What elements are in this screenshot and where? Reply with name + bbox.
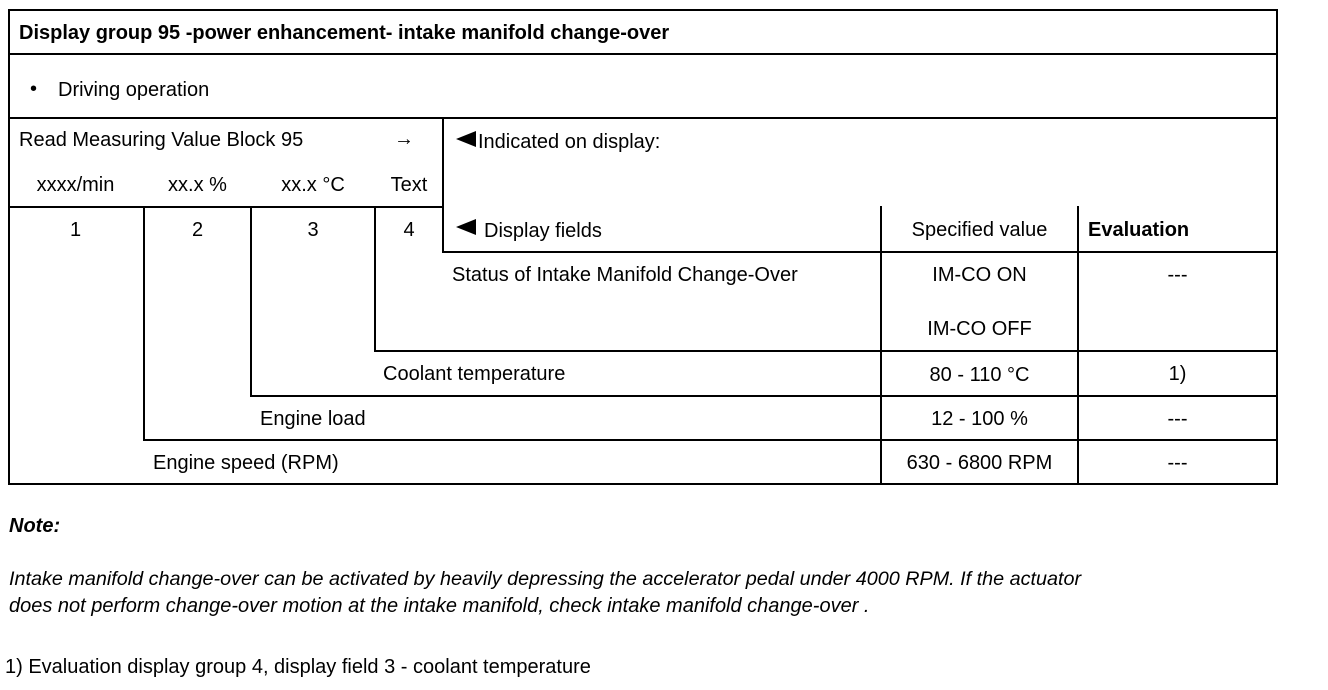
note-line-1: Intake manifold change-over can be activated by heavily depressing the accelerator pedal under 4000 RPM. If the actuator [9,568,1082,590]
condition-text: Driving operation [58,79,210,101]
row-load-field: Engine load [260,408,366,430]
row-load-spec: 12 - 100 % [931,408,1028,430]
header-display-fields: Display fields [484,220,602,242]
note-line-2: does not perform change-over motion at the intake manifold, check intake manifold change-over . [9,595,870,617]
note-heading: Note: [9,515,61,537]
row-imco-evaluation: --- [1167,264,1188,286]
table-title: Display group 95 -power enhancement- intake manifold change-over [19,22,670,44]
row-speed-field: Engine speed (RPM) [153,452,339,474]
unit-field-4: Text [390,174,428,196]
row-speed-evaluation: --- [1167,452,1188,474]
triangle-left-icon [456,219,476,235]
header-evaluation: Evaluation [1088,219,1190,241]
row-coolant-evaluation: 1) [1168,363,1187,385]
row-imco-spec-on: IM-CO ON [932,264,1027,286]
row-coolant-field: Coolant temperature [383,363,566,385]
row-imco-field: Status of Intake Manifold Change-Over [452,264,798,286]
unit-field-3: xx.x °C [281,174,345,196]
row-coolant-spec: 80 - 110 °C [929,364,1030,386]
footnote: 1) Evaluation display group 4, display field 3 - coolant temperature [5,656,591,678]
field-number-2: 2 [191,219,204,241]
triangle-left-icon [456,131,476,147]
bullet-icon: • [30,78,38,100]
arrow-right-icon: → [394,128,414,150]
row-load-evaluation: --- [1167,408,1188,430]
unit-field-1: xxxx/min [36,174,115,196]
indicated-label: Indicated on display: [478,131,661,153]
row-imco-spec-off: IM-CO OFF [927,318,1032,340]
unit-field-2: xx.x % [168,174,227,196]
field-number-3: 3 [307,219,319,241]
read-block-label: Read Measuring Value Block 95 [19,129,304,151]
row-speed-spec: 630 - 6800 RPM [906,452,1053,474]
field-number-4: 4 [403,219,415,241]
field-number-1: 1 [69,219,82,241]
header-specified-value: Specified value [911,219,1048,241]
